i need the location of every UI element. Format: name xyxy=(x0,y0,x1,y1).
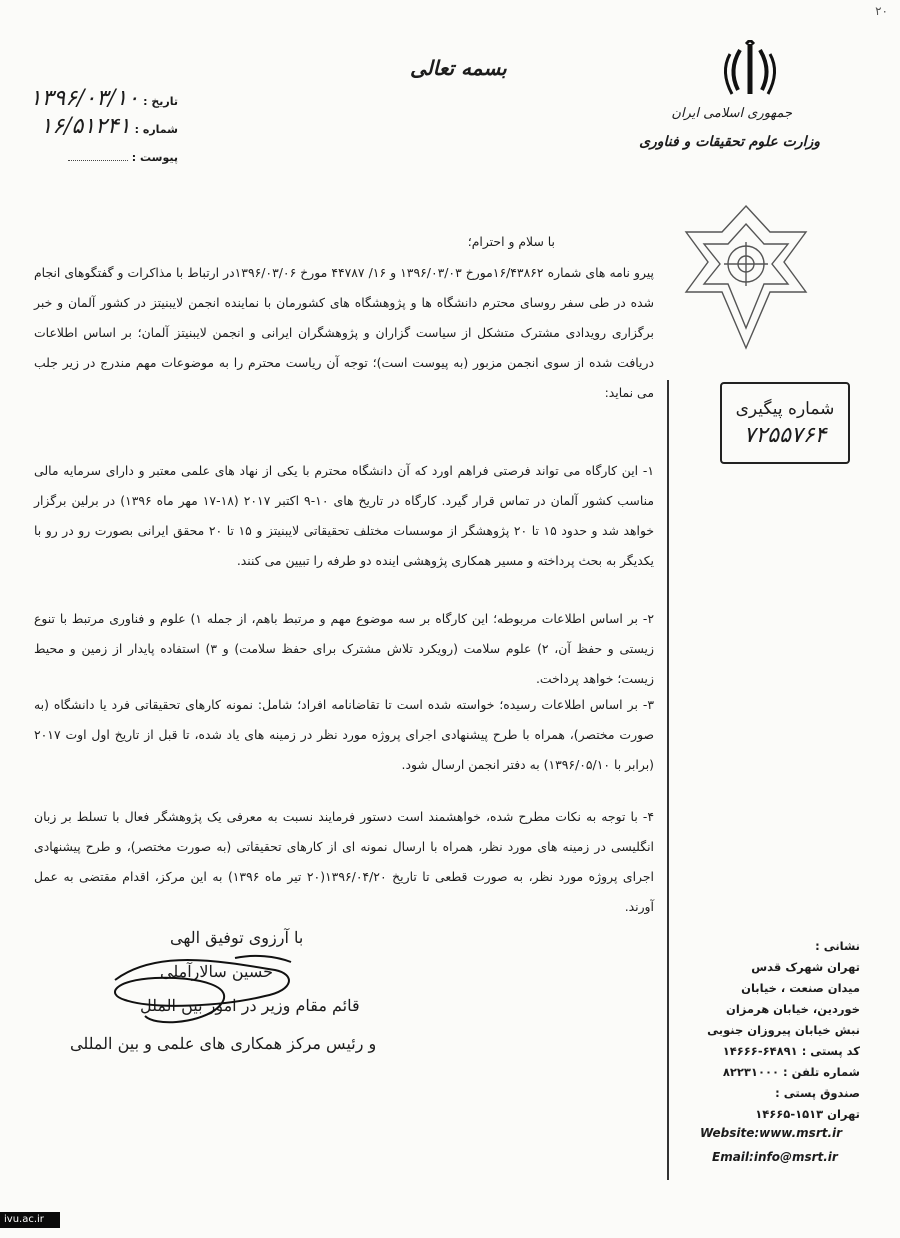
closing-wish: با آرزوی توفیق الهی xyxy=(170,928,304,947)
intro-paragraph: پیرو نامه های شماره ۱۶/۴۳۸۶۲مورخ ۱۳۹۶/۰۳/۰۳ و ۱۶/ ۴۴۷۸۷ مورخ ۱۳۹۶/۰۳/۰۶در ارتباط با مذاکرات و گفتگوهای انجام شده در طی سفر روسای محترم دانشگاه ها و پژوهشگاه های کشورمان با نماینده انجمن لایبنیتز در کشور آلمان و خبر برگزاری رویدادی مشترک متشکل از سیاست گزاران و پژوهشگران ایرانی و انجمن لایبنیتز آلمان؛ بر اساس اطلاعات دریافت شده از سوی انجمن مزبور (به پیوست است)؛ توجه آن ریاست محترم را به موضوعات مهم مندرج در زیر جلب می نماید: xyxy=(34,265,654,400)
attachment-dotted-line xyxy=(68,150,128,161)
date-label: تاریخ : xyxy=(143,95,178,108)
handwritten-signature-icon xyxy=(95,940,305,1030)
signer-title-2: و رئیس مرکز همکاری های علمی و بین المللی xyxy=(70,1034,377,1053)
phone-number: شماره تلفن : ۸۲۲۳۱۰۰۰ xyxy=(722,1065,860,1079)
paragraph-2: ۲- بر اساس اطلاعات مربوطه؛ این کارگاه بر سه موضوع مهم و مرتبط باهم، از جمله ۱) علوم و فناوری مرتبط با تنوع زیستی و حفظ آن، ۲) علوم سلامت (رویکرد تلاش مشترک برای حفظ سلامت) و ۳) استفاده پایدار از زمین و محیط زیست؛ خواهد پرداخت. xyxy=(34,611,654,686)
ministry-name: وزارت علوم تحقیقات و فناوری xyxy=(639,134,820,150)
tracking-label: شماره پیگیری xyxy=(735,398,835,419)
email: Email:info@msrt.ir xyxy=(712,1150,838,1164)
address-block xyxy=(700,936,860,1125)
government-name: جمهوری اسلامی ایران xyxy=(671,106,792,121)
address-line: خوردین، خیابان هرمزان xyxy=(726,1002,860,1016)
number-label: شماره : xyxy=(134,123,178,136)
margin-divider xyxy=(667,380,669,1180)
ornament-icon xyxy=(680,202,812,352)
tracking-number: ۷۲۵۵۷۶۴ xyxy=(743,422,827,448)
basmala-heading: بسمه تعالی xyxy=(410,56,507,80)
signer-name: حسین سالارآملی xyxy=(160,962,274,981)
paragraph-3: ۳- بر اساس اطلاعات رسیده؛ خواسته شده است تا تقاضانامه افراد؛ شامل: نمونه کارهای تحقیقاتی فرد یا دانشگاه (به صورت مختصر)، همراه با طرح پیشنهادی اجرای پروژه مورد نظر در زمینه های یاد شده، تا قبل از تاریخ اول اوت ۲۰۱۷ (برابر با ۱۳۹۶/۰۵/۱۰) به دفتر انجمن ارسال شود. xyxy=(34,697,654,772)
date-value: ۱۳۹۶/۰۳/۱۰ xyxy=(29,86,140,111)
address-label: نشانی : xyxy=(815,939,860,953)
attachment-label: پیوست : xyxy=(131,151,178,164)
date-field xyxy=(18,86,178,111)
signer-title-1: قائم مقام وزیر در امور بین الملل xyxy=(140,996,360,1015)
corner-mark: ۲۰ xyxy=(875,4,888,18)
address-line: تهران شهرک قدس xyxy=(751,960,860,974)
po-box: تهران ۱۵۱۳-۱۴۶۶۵ xyxy=(755,1107,860,1121)
iran-emblem-icon xyxy=(718,40,782,100)
attachment-field xyxy=(18,150,178,164)
paragraph-1: ۱- این کارگاه می تواند فرصتی فراهم اورد که آن دانشگاه محترم با یکی از نهاد های علمی معتبر و دارای سرمایه مالی مناسب کشور آلمان در تماس قرار گیرد. کارگاه در تاریخ های ۱۰-۹ اکتبر ۲۰۱۷ (۱۸-۱۷ مهر ماه ۱۳۹۶) در برلین برگزار خواهد شد و حدود ۱۵ تا ۲۰ پژوهشگر از موسسات مختلف تحقیقاتی لایبنیتز و ۱۵ تا ۲۰ محقق ایرانی بصورت رو در رو با یکدیگر به بحث پرداخته و مسیر همکاری پژوهشی اینده دو طرفه را تبیین می کنند. xyxy=(34,463,655,568)
postal-code: کد پستی : ۶۴۸۹۱-۱۴۶۶۶ xyxy=(722,1044,860,1058)
address-line: نبش خیابان پیروزان جنوبی xyxy=(707,1023,860,1037)
po-box-label: صندوق پستی : xyxy=(775,1086,860,1100)
website: Website:www.msrt.ir xyxy=(700,1126,843,1140)
site-logo: ivu.ac.ir xyxy=(0,1212,60,1228)
number-value: ۱۶/۵۱۲۴۱ xyxy=(40,114,131,139)
address-line: میدان صنعت ، خیابان xyxy=(741,981,860,995)
number-field xyxy=(18,114,178,139)
tracking-number-box xyxy=(720,382,850,464)
paragraph-4: ۴- با توجه به نکات مطرح شده، خواهشمند است دستور فرمایند نسبت به معرفی یک پژوهشگر فعال با تسلط بر زبان انگلیسی در زمینه های مورد نظر، همراه با ارسال نمونه ای از کارهای تحقیقاتی (به صورت مختصر)، و طرح پیشنهادی اجرای پروژه مورد نظر، به صورت قطعی تا تاریخ ۱۳۹۶/۰۴/۲۰(۲۰ تیر ماه ۱۳۹۶) به این مرکز، اقدام مقتضی به عمل آورند. xyxy=(34,809,654,914)
greeting: با سلام و احترام؛ xyxy=(467,234,555,249)
